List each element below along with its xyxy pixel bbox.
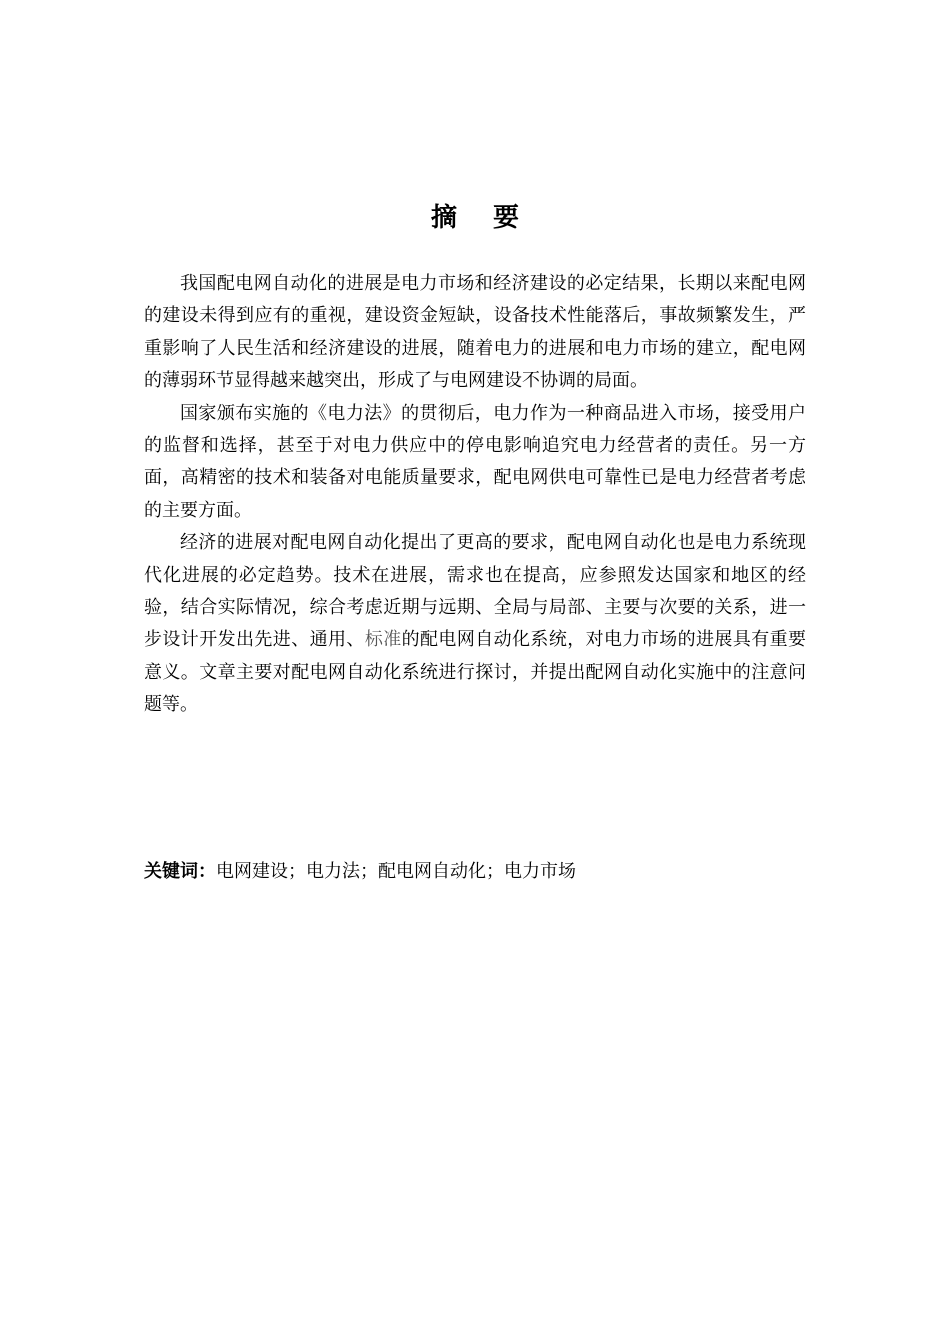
paragraph-3-highlight: 标准 [364,629,402,651]
abstract-body [144,268,806,722]
abstract-paragraph-1: 我国配电网自动化的进展是电力市场和经济建设的必定结果，长期以来配电网的建设未得到应有的重视，建设资金短缺，设备技术性能落后，事故频繁发生，严重影响了人民生活和经济建设的进展，随着电力的进展和电力市场的建立，配电网的薄弱环节显得越来越突出，形成了与电网建设不协调的局面。 [144,273,806,392]
abstract-paragraph-2: 国家颁布实施的《电力法》的贯彻后，电力作为一种商品进入市场，接受用户的监督和选择，甚至于对电力供应中的停电影响追究电力经营者的责任。另一方面，高精密的技术和装备对电能质量要求，配电网供电可靠性已是电力经营者考虑的主要方面。 [144,402,806,521]
title-char-2: 要 [493,203,520,233]
paragraph-3-text-before: 经济的进展对配电网自动化提出了更高的要求，配电网自动化也是电力系统现代化进展的必定趋势。技术在进展，需求也在提高，应参照发达国家和地区的经验，结合实际情况，综合考虑近期与远期、全局与局部、主要与次要的关系，进一步设计开发出先进、通用、 [144,532,806,651]
keywords-line [144,856,806,888]
abstract-title [0,198,950,238]
title-char-1: 摘 [430,203,457,233]
keywords-text: 电网建设；电力法；配电网自动化；电力市场 [216,861,576,882]
paragraph-3-text-after: 的配电网自动化系统，对电力市场的进展具有重要意义。文章主要对配电网自动化系统进行探讨，并提出配网自动化实施中的注意问题等。 [144,629,807,716]
abstract-paragraph-3 [144,527,806,721]
keywords-label: 关键词： [144,861,216,882]
